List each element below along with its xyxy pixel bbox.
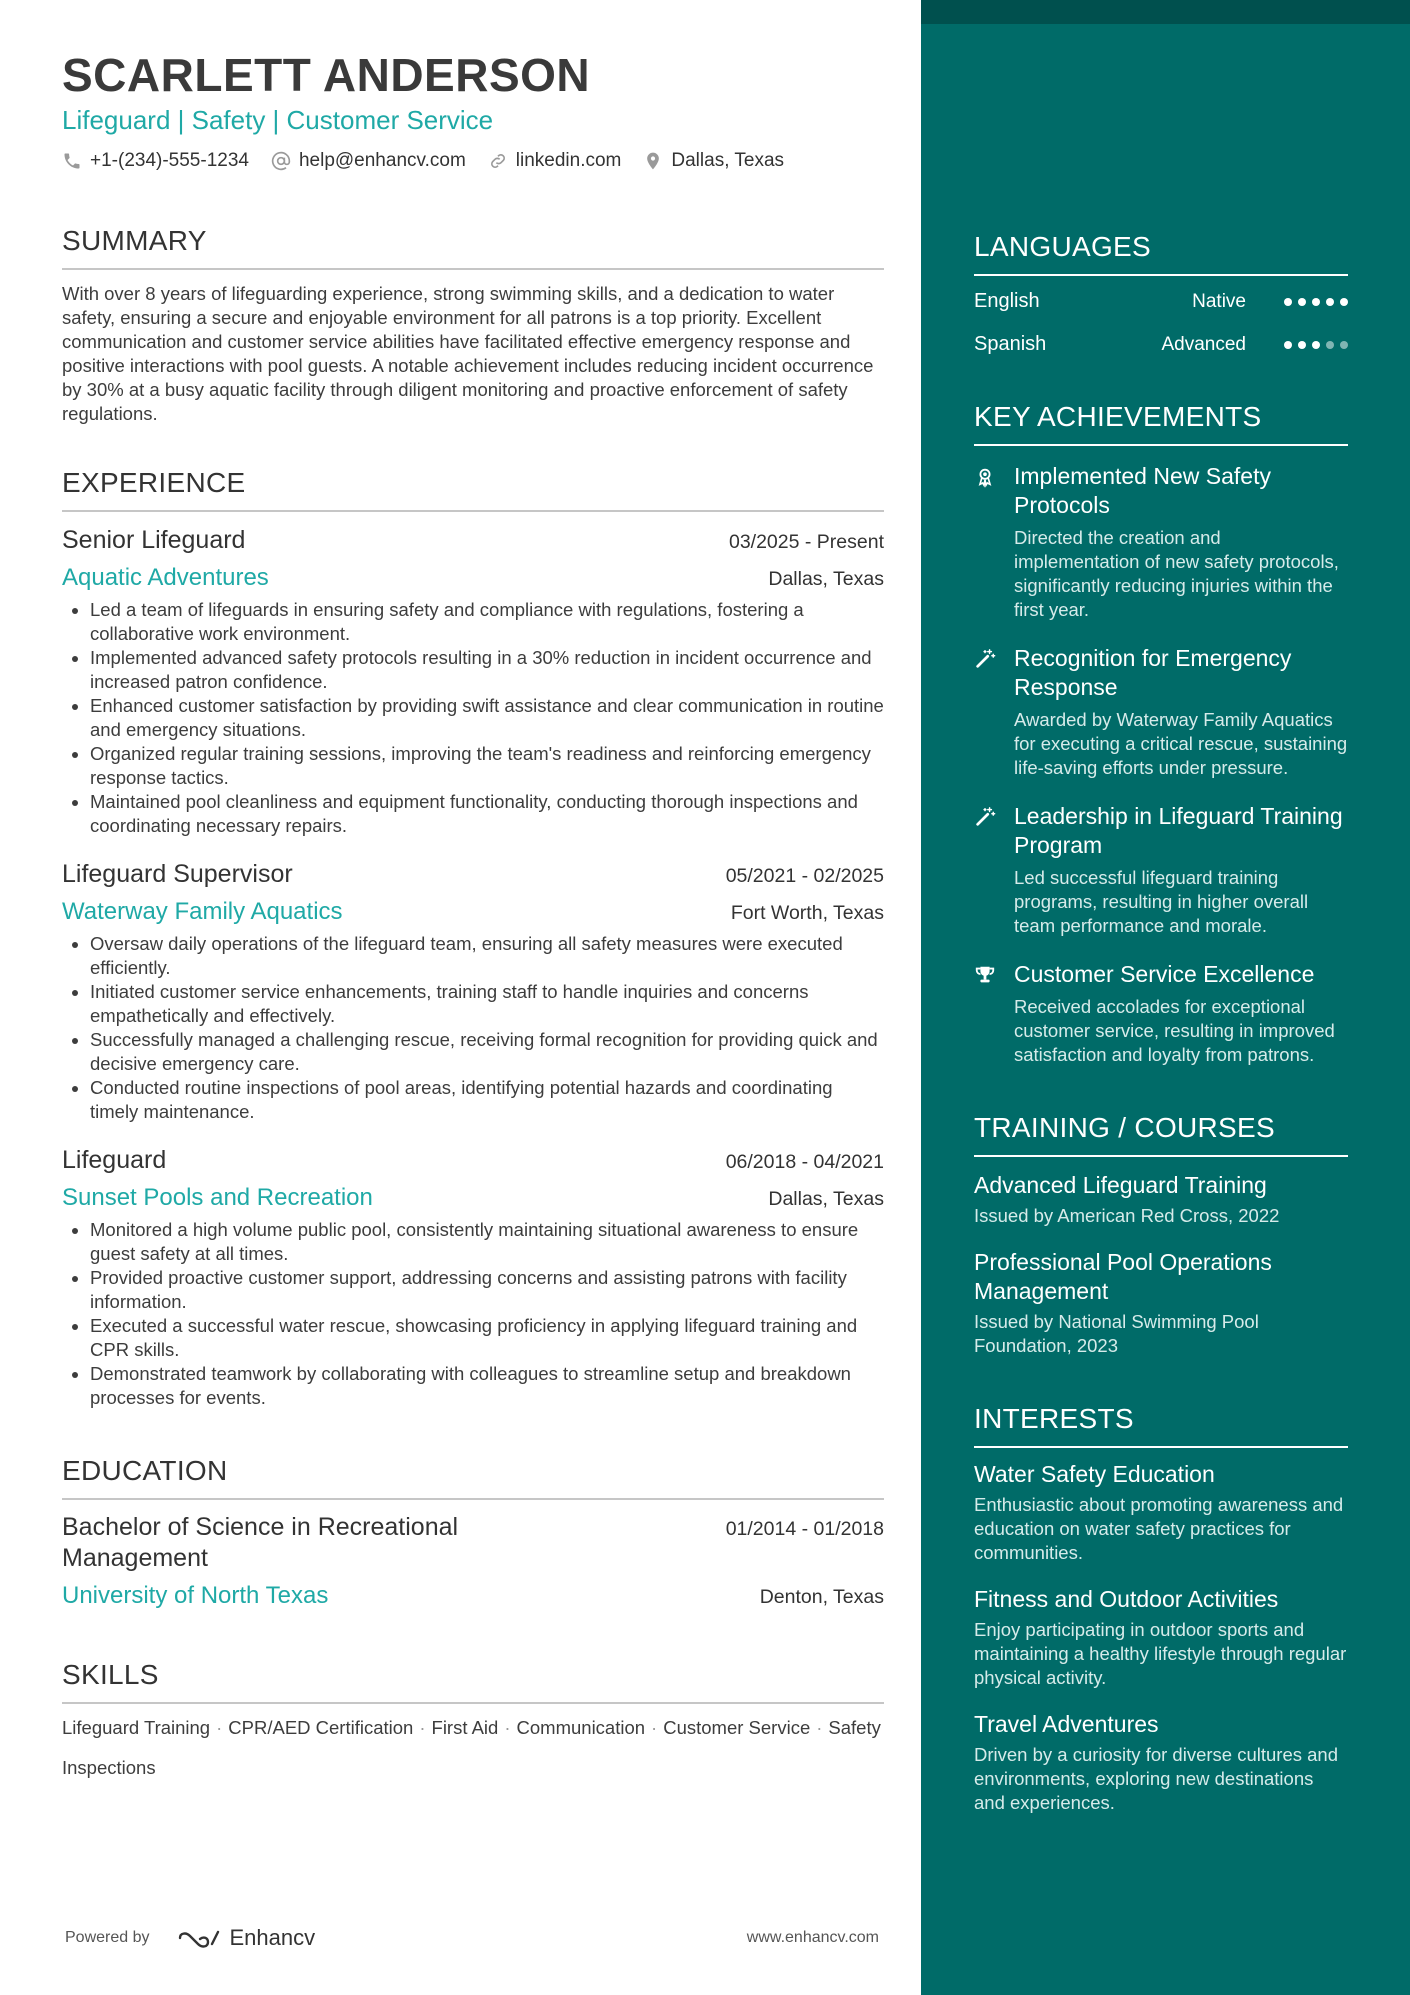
- job-date: 06/2018 - 04/2021: [725, 1151, 884, 1173]
- map-pin-icon: [643, 151, 663, 171]
- job-bullet: • Successfully managed a challenging rescue, receiving formal recognition for providing quick and decisive emergency care.: [90, 1028, 884, 1076]
- course-issuer: Issued by National Swimming Pool Foundation, 2023: [974, 1311, 1259, 1356]
- interest-title: Water Safety Education: [974, 1461, 1215, 1487]
- phone-icon: [62, 151, 82, 171]
- course-item: [974, 1171, 1348, 1228]
- candidate-name: SCARLETT ANDERSON: [62, 49, 591, 101]
- interest-item: [974, 1460, 1348, 1565]
- company-name: Aquatic Adventures: [62, 564, 269, 591]
- skills-section: [62, 1658, 884, 1788]
- skill-item: Communication: [516, 1717, 646, 1738]
- achievement-icon-wrap: [974, 802, 1014, 938]
- footer: [65, 1925, 879, 1951]
- language-row: [974, 333, 1348, 356]
- achievement-title: Leadership in Lifeguard Training Program: [1014, 803, 1343, 858]
- section-title: KEY ACHIEVEMENTS: [974, 400, 1348, 446]
- achievement-body: [1014, 462, 1348, 622]
- job-company-row: [62, 1176, 884, 1214]
- section-title: TRAINING / COURSES: [974, 1111, 1348, 1157]
- language-row: [974, 290, 1348, 313]
- achievement-title: Customer Service Excellence: [1014, 961, 1315, 987]
- sidebar-top-band: [921, 0, 1410, 24]
- summary-section: [62, 224, 884, 426]
- achievement-item: [974, 462, 1348, 622]
- course-title: Professional Pool Operations Management: [974, 1249, 1272, 1304]
- rating-dot: [1326, 341, 1334, 349]
- job-bullet: • Led a team of lifeguards in ensuring safety and compliance with regulations, fostering a collaborative work environment.: [90, 598, 884, 646]
- course-issuer: Issued by American Red Cross, 2022: [974, 1205, 1280, 1226]
- job-header-row: [62, 524, 884, 556]
- job-bullets: [62, 1218, 884, 1410]
- award-ribbon-icon: [974, 466, 996, 488]
- language-rating: [1278, 298, 1348, 306]
- job-entry: [62, 524, 884, 838]
- skill-item: First Aid: [431, 1717, 499, 1738]
- language-name: English: [974, 290, 1040, 312]
- rating-dot: [1298, 298, 1306, 306]
- achievement-icon-wrap: [974, 462, 1014, 622]
- achievement-desc: Awarded by Waterway Family Aquatics for executing a critical rescue, sustaining life-saving efforts under pressure.: [1014, 709, 1348, 778]
- candidate-tagline: Lifeguard | Safety | Customer Service: [62, 105, 494, 135]
- job-bullet: • Oversaw daily operations of the lifeguard team, ensuring all safety measures were executed efficiently.: [90, 932, 884, 980]
- brand-name: Enhancv: [229, 1925, 316, 1950]
- course-title: Advanced Lifeguard Training: [974, 1172, 1267, 1198]
- skill-separator: ·: [216, 1717, 223, 1738]
- rating-dot: [1312, 298, 1320, 306]
- achievement-item: [974, 960, 1348, 1067]
- job-bullet: • Initiated customer service enhancements, training staff to handle inquiries and concerns empathetically and effectively.: [90, 980, 884, 1028]
- magic-wand-icon: [974, 648, 996, 670]
- education-entry: [62, 1512, 884, 1612]
- education-date: 01/2014 - 01/2018: [725, 1518, 884, 1540]
- email-text: help@enhancv.com: [298, 150, 466, 171]
- interest-desc: Enjoy participating in outdoor sports and maintaining a healthy lifestyle through regular physical activity.: [974, 1619, 1347, 1688]
- achievement-item: [974, 644, 1348, 780]
- job-entry: [62, 858, 884, 1124]
- skills-list: [62, 1708, 884, 1788]
- linkedin-text: linkedin.com: [515, 150, 622, 171]
- education-section: [62, 1454, 884, 1612]
- achievement-desc: Received accolades for exceptional customer service, resulting in improved satisfaction and loyalty from patrons.: [1014, 996, 1335, 1065]
- powered-by: [65, 1925, 315, 1951]
- contact-email[interactable]: [271, 150, 466, 172]
- achievement-list: [974, 462, 1348, 1067]
- magic-wand-icon: [974, 806, 996, 828]
- achievement-desc: Led successful lifeguard training programs, resulting in higher overall team performance and morale.: [1014, 867, 1309, 936]
- powered-by-label: Powered by: [65, 1929, 150, 1946]
- training-section: [974, 1111, 1348, 1358]
- interest-title: Fitness and Outdoor Activities: [974, 1586, 1279, 1612]
- interest-item: [974, 1710, 1348, 1815]
- link-icon: [488, 151, 508, 171]
- language-level: Advanced: [1161, 333, 1246, 355]
- job-company-row: [62, 890, 884, 928]
- language-list: [974, 290, 1348, 356]
- skill-item: Lifeguard Training: [62, 1717, 211, 1738]
- interests-section: [974, 1402, 1348, 1815]
- job-bullets: [62, 598, 884, 838]
- job-company-row: [62, 556, 884, 594]
- achievement-body: [1014, 644, 1348, 780]
- interest-list: [974, 1460, 1348, 1815]
- interest-item: [974, 1585, 1348, 1690]
- summary-text: With over 8 years of lifeguarding experience, strong swimming skills, and a dedication to water safety, ensuring a secure and enjoyable environment for all patrons is a top priority. Excellent communication and customer service abilities have facilitated effective emergency response and positive interactions with pool guests. A notable achievement includes reducing incident occurrence by 30% at a busy aquatic facility through diligent monitoring and proactive enforcement of safety regulations.: [62, 283, 874, 424]
- skill-separator: ·: [651, 1717, 658, 1738]
- job-bullet: • Conducted routine inspections of pool areas, identifying potential hazards and coordinating timely maintenance.: [90, 1076, 884, 1124]
- job-header-row: [62, 1144, 884, 1176]
- job-bullet: • Implemented advanced safety protocols resulting in a 30% reduction in incident occurrence and increased patron confidence.: [90, 646, 884, 694]
- job-title: Lifeguard Supervisor: [62, 860, 293, 888]
- job-bullets: [62, 932, 884, 1124]
- section-title: EDUCATION: [62, 1454, 884, 1500]
- achievement-item: [974, 802, 1348, 938]
- main-column: [62, 48, 884, 1788]
- skill-separator: ·: [816, 1717, 823, 1738]
- job-bullet: • Executed a successful water rescue, showcasing proficiency in applying lifeguard training and CPR skills.: [90, 1314, 884, 1362]
- skill-item: Customer Service: [663, 1717, 811, 1738]
- job-bullet: • Monitored a high volume public pool, consistently maintaining situational awareness to ensure guest safety at all times.: [90, 1218, 884, 1266]
- rating-dot: [1326, 298, 1334, 306]
- rating-dot: [1340, 298, 1348, 306]
- company-name: Sunset Pools and Recreation: [62, 1184, 373, 1211]
- interest-title: Travel Adventures: [974, 1711, 1159, 1737]
- skill-separator: ·: [504, 1717, 511, 1738]
- rating-dot: [1340, 341, 1348, 349]
- experience-section: [62, 466, 884, 1410]
- job-date: 03/2025 - Present: [728, 531, 884, 553]
- section-title: SUMMARY: [62, 224, 884, 270]
- section-title: LANGUAGES: [974, 230, 1348, 276]
- job-title: Lifeguard: [62, 1146, 167, 1174]
- job-bullet: • Maintained pool cleanliness and equipment functionality, conducting thorough inspections and coordinating necessary repairs.: [90, 790, 884, 838]
- job-list: [62, 524, 884, 1410]
- interest-desc: Enthusiastic about promoting awareness and education on water safety practices for communities.: [974, 1494, 1344, 1563]
- at-sign-icon: [271, 151, 291, 171]
- section-title: SKILLS: [62, 1658, 884, 1704]
- language-name: Spanish: [974, 333, 1047, 355]
- contact-linkedin[interactable]: [488, 150, 622, 172]
- achievement-title: Implemented New Safety Protocols: [1014, 463, 1271, 518]
- location-text: Dallas, Texas: [671, 150, 785, 171]
- job-location: Fort Worth, Texas: [730, 902, 884, 924]
- school-name: University of North Texas: [62, 1582, 329, 1609]
- job-header-row: [62, 858, 884, 890]
- achievement-desc: Directed the creation and implementation of new safety protocols, significantly reducing injuries within the first year.: [1014, 527, 1339, 620]
- job-location: Dallas, Texas: [768, 568, 884, 590]
- achievements-section: [974, 400, 1348, 1067]
- skill-separator: ·: [419, 1717, 426, 1738]
- language-level: Native: [1192, 290, 1246, 312]
- enhancv-logo-icon: [176, 1926, 222, 1950]
- course-list: [974, 1171, 1348, 1358]
- skill-item: Safety Inspections: [62, 1717, 881, 1778]
- course-item: [974, 1248, 1348, 1358]
- achievement-body: [1014, 802, 1348, 938]
- job-bullet: • Demonstrated teamwork by collaborating with colleagues to streamline setup and breakdown processes for events.: [90, 1362, 884, 1410]
- job-entry: [62, 1144, 884, 1410]
- section-title: INTERESTS: [974, 1402, 1348, 1448]
- rating-dot: [1284, 298, 1292, 306]
- job-location: Dallas, Texas: [768, 1188, 884, 1210]
- language-rating: [1278, 341, 1348, 349]
- job-date: 05/2021 - 02/2025: [725, 865, 884, 887]
- rating-dot: [1312, 341, 1320, 349]
- footer-url[interactable]: www.enhancv.com: [746, 1929, 879, 1946]
- achievement-body: [1014, 960, 1348, 1067]
- rating-dot: [1284, 341, 1292, 349]
- contact-bar: [62, 150, 884, 172]
- job-title: Senior Lifeguard: [62, 526, 246, 554]
- interest-desc: Driven by a curiosity for diverse cultures and environments, exploring new destinations and experiences.: [974, 1744, 1338, 1813]
- brand-logo[interactable]: [176, 1925, 316, 1951]
- job-bullet: • Organized regular training sessions, improving the team's readiness and reinforcing emergency response tactics.: [90, 742, 884, 790]
- phone-text: +1-(234)-555-1234: [90, 150, 249, 171]
- sidebar-content: [974, 230, 1348, 1815]
- contact-phone[interactable]: [62, 150, 249, 172]
- degree-title: Bachelor of Science in Recreational Management: [62, 1513, 459, 1572]
- rating-dot: [1298, 341, 1306, 349]
- company-name: Waterway Family Aquatics: [62, 898, 343, 925]
- skill-item: CPR/AED Certification: [228, 1717, 414, 1738]
- job-bullet: • Enhanced customer satisfaction by providing swift assistance and clear communication in routine and emergency situations.: [90, 694, 884, 742]
- job-bullet: • Provided proactive customer support, addressing concerns and assisting patrons with facility information.: [90, 1266, 884, 1314]
- section-title: EXPERIENCE: [62, 466, 884, 512]
- contact-location: [643, 150, 784, 172]
- achievement-icon-wrap: [974, 960, 1014, 1067]
- trophy-icon: [974, 964, 996, 986]
- achievement-icon-wrap: [974, 644, 1014, 780]
- achievement-title: Recognition for Emergency Response: [1014, 645, 1292, 700]
- languages-section: [974, 230, 1348, 356]
- school-location: Denton, Texas: [759, 1586, 884, 1608]
